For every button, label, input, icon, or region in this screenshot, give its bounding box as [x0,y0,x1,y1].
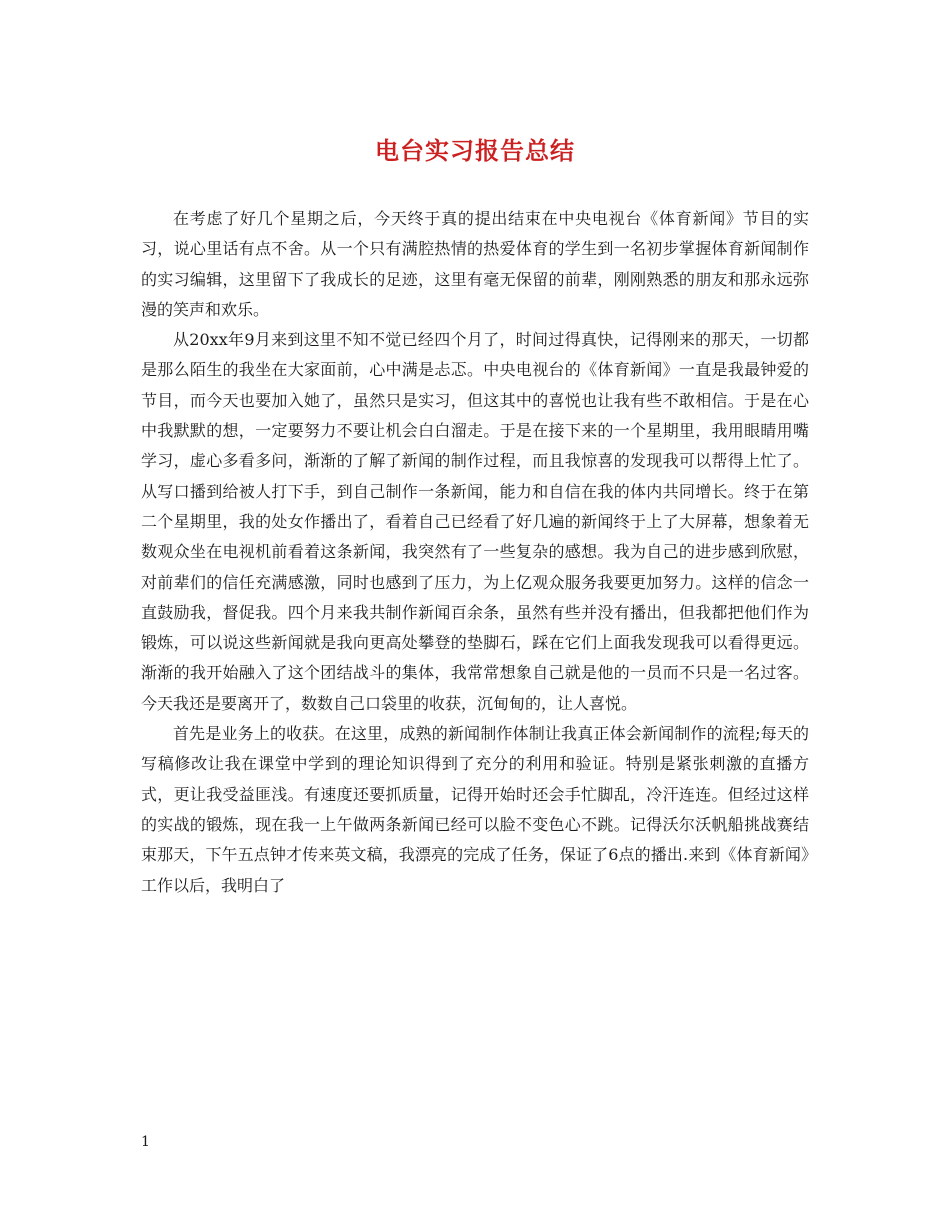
document-body [141,204,809,901]
page-number: 1 [141,1134,150,1150]
paragraph-2: 从20xx年9月来到这里不知不觉已经四个月了，时间过得真快，记得刚来的那天，一切都是那么陌生的我坐在大家面前，心中满是忐忑。中央电视台的《体育新闻》一直是我最钟爱的节目，而今天也要加入她了，虽然只是实习，但这其中的喜悦也让我有些不敢相信。于是在心中我默默的想，一定要努力不要让机会白白溜走。于是在接下来的一个星期里，我用眼睛用嘴学习，虚心多看多问，渐渐的了解了新闻的制作过程，而且我惊喜的发现我可以帮得上忙了。从写口播到给被人打下手，到自己制作一条新闻，能力和自信在我的体内共同增长。终于在第二个星期里，我的处女作播出了，看着自己已经看了好几遍的新闻终于上了大屏幕，想象着无数观众坐在电视机前看着这条新闻，我突然有了一些复杂的感想。我为自己的进步感到欣慰，对前辈们的信任充满感激，同时也感到了压力，为上亿观众服务我要更加努力。这样的信念一直鼓励我，督促我。四个月来我共制作新闻百余条，虽然有些并没有播出，但我都把他们作为锻炼，可以说这些新闻就是我向更高处攀登的垫脚石，踩在它们上面我发现我可以看得更远。渐渐的我开始融入了这个团结战斗的集体，我常常想象自己就是他的一员而不只是一名过客。今天我还是要离开了，数数自己口袋里的收获，沉甸甸的，让人喜悦。 [141,330,809,713]
document-title: 电台实习报告总结 [375,136,575,165]
paragraph-3: 首先是业务上的收获。在这里，成熟的新闻制作体制让我真正体会新闻制作的流程;每天的写稿修改让我在课堂中学到的理论知识得到了充分的利用和验证。特别是紧张刺激的直播方式，更让我受益匪浅。有速度还要抓质量，记得开始时还会手忙脚乱，冷汗连连。但经过这样的实战的锻炼，现在我一上午做两条新闻已经可以脸不变色心不跳。记得沃尔沃帆船挑战赛结束那天，下午五点钟才传来英文稿，我漂亮的完成了任务，保证了6点的播出.来到《体育新闻》工作以后，我明白了 [141,724,809,895]
paragraph-1: 在考虑了好几个星期之后，今天终于真的提出结束在中央电视台《体育新闻》节目的实习，说心里话有点不舍。从一个只有满腔热情的热爱体育的学生到一名初步掌握体育新闻制作的实习编辑，这里留下了我成长的足迹，这里有毫无保留的前辈，刚刚熟悉的朋友和那永远弥漫的笑声和欢乐。 [141,209,809,319]
